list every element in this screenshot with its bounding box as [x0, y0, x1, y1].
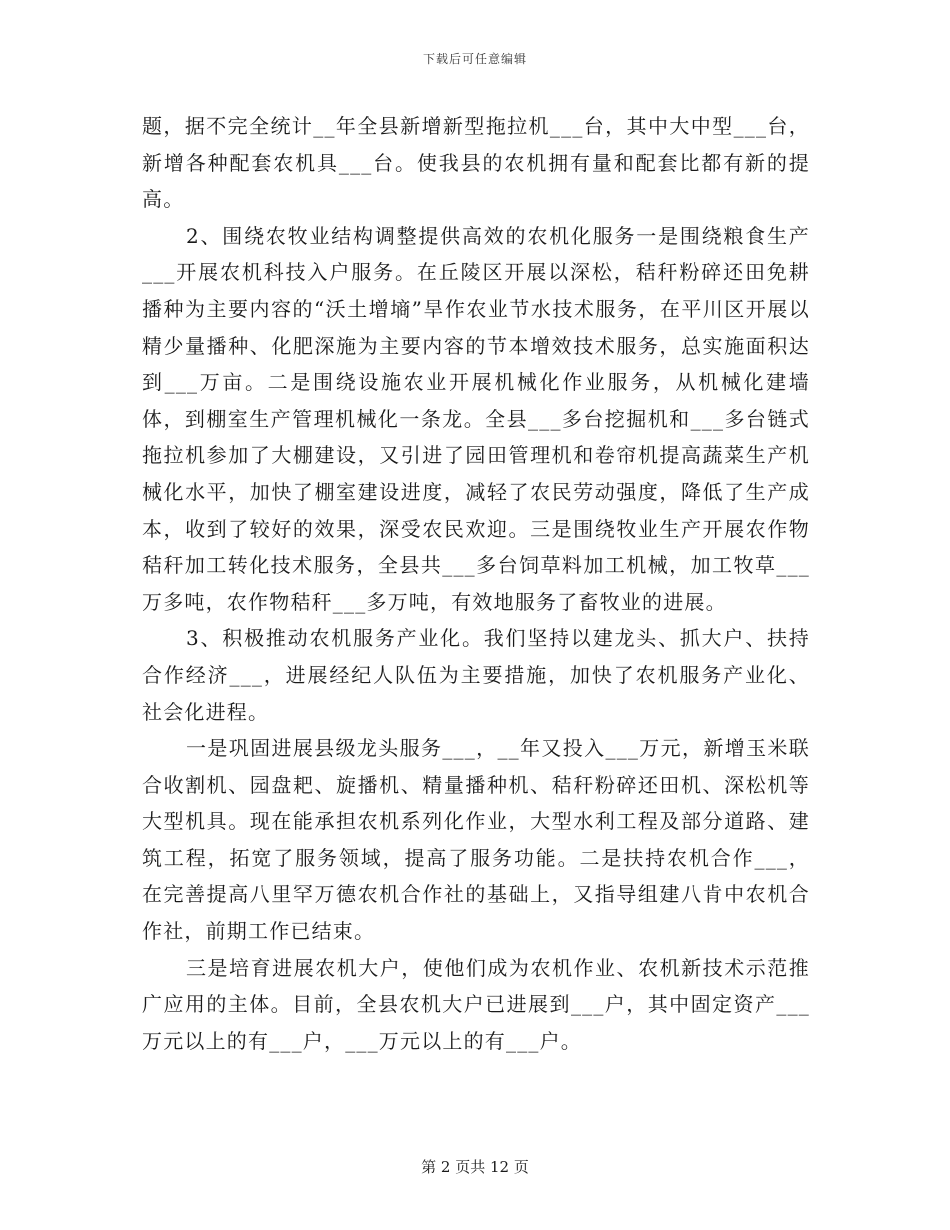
- paragraph-5: 三是培育进展农机大户，使他们成为农机作业、农机新技术示范推广应用的主体。目前，全县农机大户已进展到___户，其中固定资产___万元以上的有___户，___万元以上的有___户。: [142, 955, 810, 1053]
- page-footer: 第 2 页共 12 页: [421, 1158, 529, 1176]
- paragraph-4: 一是巩固进展县级龙头服务___，__年又投入___万元，新增玉米联合收割机、园盘耙、旋播机、精量播种机、秸秆粉碎还田机、深松机等大型机具。现在能承担农机系列化作业，大型水利工程及部分道路、建筑工程，拓宽了服务领域，提高了服务功能。二是扶持农机合作___，在完善提高八里罕万德农机合作社的基础上，又指导组建八肯中农机合作社，前期工作已结束。: [142, 736, 810, 944]
- paragraph-2: 2、围绕农牧业结构调整提供高效的农机化服务一是围绕粮食生产___开展农机科技入户服务。在丘陵区开展以深松，秸秆粉碎还田免耕播种为主要内容的“沃土增墒”旱作农业节水技术服务，在平川区开展以精少量播种、化肥深施为主要内容的节本增效技术服务，总实施面积达到___万亩。二是围绕设施农业开展机械化作业服务，从机械化建墙体，到棚室生产管理机械化一条龙。全县___多台挖掘机和___多台链式拖拉机参加了大棚建设，又引进了园田管理机和卷帘机提高蔬菜生产机械化水平，加快了棚室建设进度，减轻了农民劳动强度，降低了生产成本，收到了较好的效果，深受农民欢迎。三是围绕牧业生产开展农作物秸秆加工转化技术服务，全县共___多台饲草料加工机械，加工牧草___万多吨，农作物秸秆___多万吨，有效地服务了畜牧业的进展。: [142, 223, 810, 614]
- paragraph-1: 题，据不完全统计__年全县新增新型拖拉机___台，其中大中型___台，新增各种配套农机具___台。使我县的农机拥有量和配套比都有新的提高。: [142, 114, 810, 212]
- page-header: 下载后可任意编辑: [422, 52, 527, 66]
- paragraph-3: 3、积极推动农机服务产业化。我们坚持以建龙头、抓大户、扶持合作经济___，进展经纪人队伍为主要措施，加快了农机服务产业化、社会化进程。: [142, 626, 810, 724]
- document-body: [142, 108, 810, 1059]
